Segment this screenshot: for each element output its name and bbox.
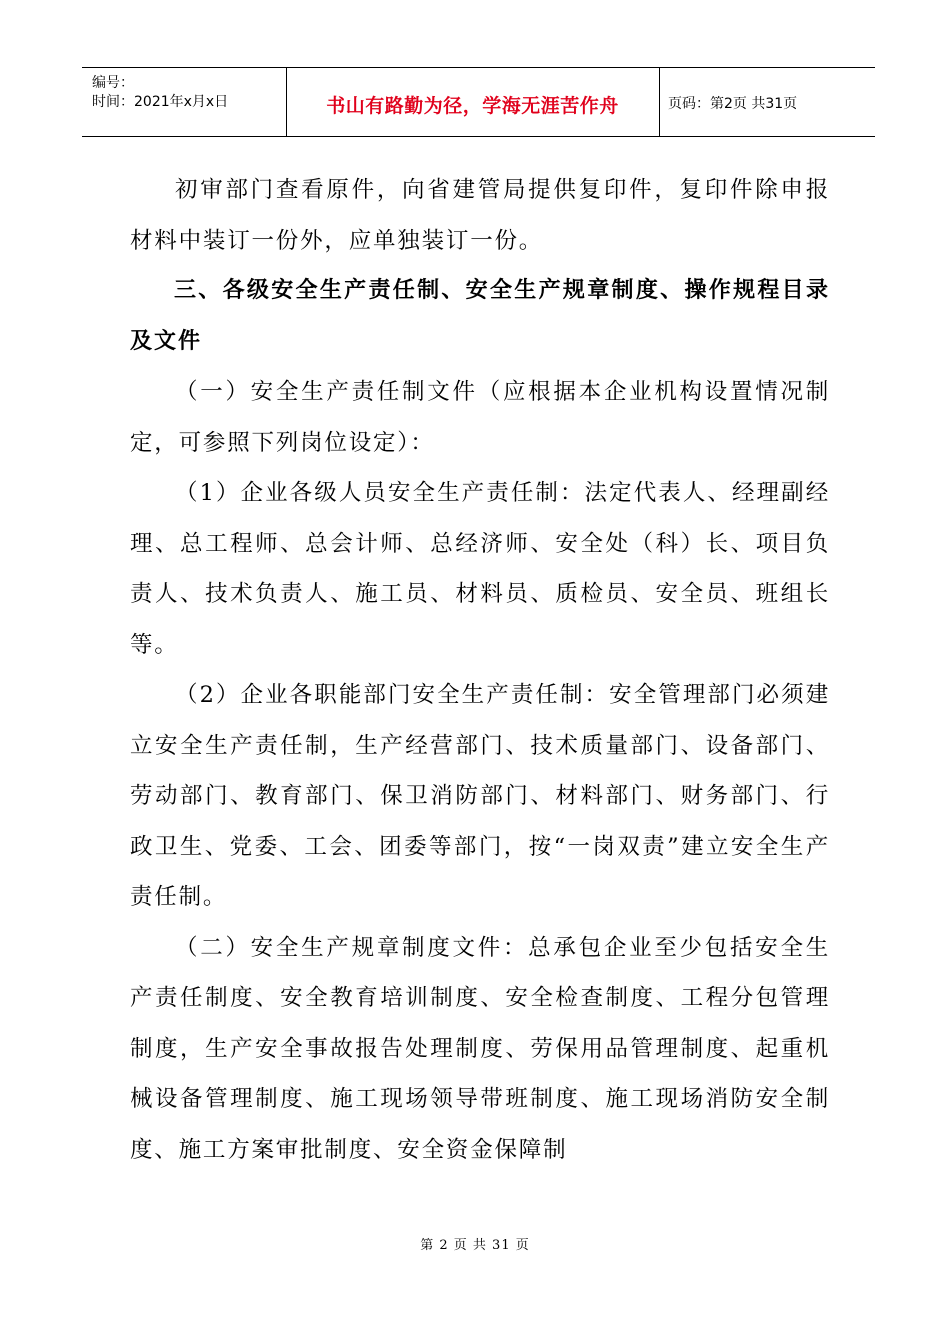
paragraph-3: （1）企业各级人员安全生产责任制：法定代表人、经理副经理、总工程师、总会计师、总经济师、安全处（科）长、项目负责人、技术负责人、施工员、材料员、质检员、安全员、班组长等。 <box>130 480 830 658</box>
document-number-label: 编号： <box>92 75 134 91</box>
document-date-label: 时间：2021年x月x日 <box>92 94 229 110</box>
paragraph-1: 初审部门查看原件，向省建管局提供复印件，复印件除申报材料中装订一份外，应单独装订一份。 <box>130 177 830 254</box>
header-meta <box>92 74 282 112</box>
paragraph-5: （二）安全生产规章制度文件：总承包企业至少包括安全生产责任制度、安全教育培训制度、安全检查制度、工程分包管理制度，生产安全事故报告处理制度、劳保用品管理制度、起重机械设备管理制度、施工现场领导带班制度、施工现场消防安全制度、施工方案审批制度、安全资金保障制 <box>130 934 830 1163</box>
document-body <box>130 165 830 1175</box>
section-heading-3: 三、各级安全生产责任制、安全生产规章制度、操作规程目录及文件 <box>130 278 830 354</box>
header-motto: 书山有路勤为径，学海无涯苦作舟 <box>326 95 619 117</box>
header-divider-right <box>659 68 660 136</box>
paragraph-4: （2）企业各职能部门安全生产责任制：安全管理部门必须建立安全生产责任制，生产经营部门、技术质量部门、设备部门、劳动部门、教育部门、保卫消防部门、材料部门、财务部门、行政卫生、党委、工会、团委等部门，按“一岗双责”建立安全生产责任制。 <box>130 682 830 910</box>
page-footer: 第 2 页 共 31 页 <box>420 1238 530 1253</box>
page-header <box>82 67 875 137</box>
header-page-number: 页码：第2页 共31页 <box>668 96 798 112</box>
paragraph-2: （一）安全生产责任制文件（应根据本企业机构设置情况制定，可参照下列岗位设定）： <box>130 379 830 456</box>
